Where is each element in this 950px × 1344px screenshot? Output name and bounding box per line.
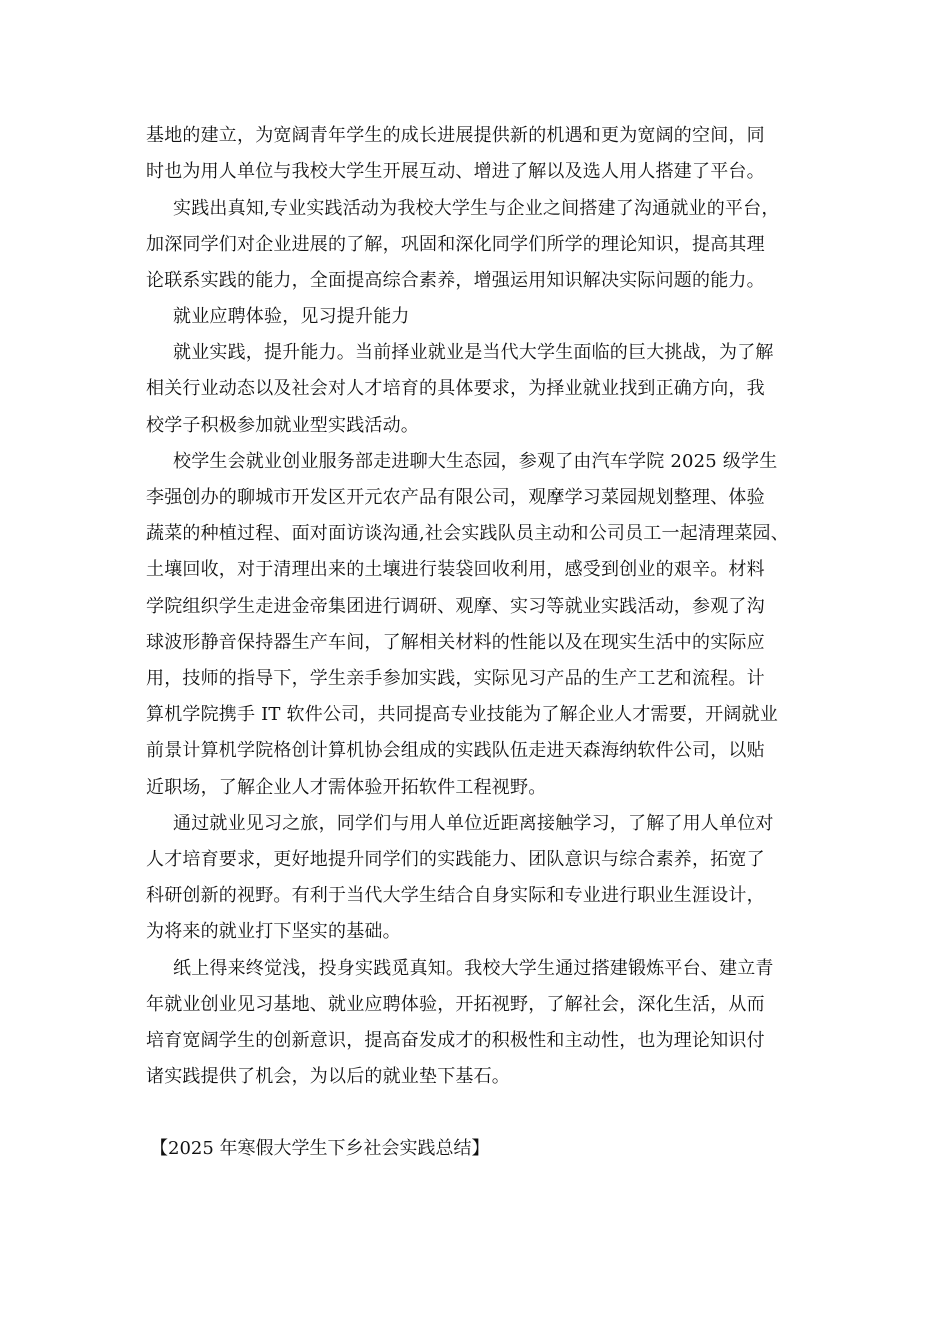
text-line: 校学生会就业创业服务部走进聊大生态园，参观了由汽车学院 2025 级学生 [173, 451, 778, 472]
text-line: 纸上得来终觉浅，投身实践觅真知。我校大学生通过搭建锻炼平台、建立青 [173, 958, 774, 979]
text-line: 土壤回收，对于清理出来的土壤进行装袋回收利用，感受到创业的艰辛。材料 [146, 559, 765, 580]
text-line: 培育宽阔学生的创新意识，提高奋发成才的积极性和主动性，也为理论知识付 [146, 1030, 765, 1051]
text-line: 就业实践，提升能力。当前择业就业是当代大学生面临的巨大挑战，为了解 [173, 342, 774, 363]
section-subheading: 就业应聘体验，见习提升能力 [173, 306, 410, 327]
text-line: 用，技师的指导下，学生亲手参加实践，实际见习产品的生产工艺和流程。计 [146, 668, 765, 689]
text-line: 诸实践提供了机会，为以后的就业垫下基石。 [146, 1066, 510, 1087]
text-line: 基地的建立，为宽阔青年学生的成长进展提供新的机遇和更为宽阔的空间，同 [146, 125, 765, 146]
text-line: 算机学院携手 IT 软件公司，共同提高专业技能为了解企业人才需要，开阔就业 [146, 704, 778, 725]
text-line: 加深同学们对企业进展的了解，巩固和深化同学们所学的理论知识，提高其理 [146, 234, 765, 255]
text-line: 为将来的就业打下坚实的基础。 [146, 921, 401, 942]
text-line: 人才培育要求，更好地提升同学们的实践能力、团队意识与综合素养，拓宽了 [146, 849, 765, 870]
text-line: 论联系实践的能力，全面提高综合素养，增强运用知识解决实际问题的能力。 [146, 270, 765, 291]
text-line: 球波形静音保持器生产车间，了解相关材料的性能以及在现实生活中的实际应 [146, 632, 765, 653]
text-line: 年就业创业见习基地、就业应聘体验，开拓视野，了解社会，深化生活，从而 [146, 994, 765, 1015]
text-line: 校学子积极参加就业型实践活动。 [146, 415, 419, 436]
text-line: 通过就业见习之旅，同学们与用人单位近距离接触学习，了解了用人单位对 [173, 813, 774, 834]
text-line: 科研创新的视野。有利于当代大学生结合自身实际和专业进行职业生涯设计， [146, 885, 765, 906]
text-line: 时也为用人单位与我校大学生开展互动、增进了解以及选人用人搭建了平台。 [146, 161, 765, 182]
text-line: 实践出真知,专业实践活动为我校大学生与企业之间搭建了沟通就业的平台， [173, 198, 780, 219]
text-line: 近职场，了解企业人才需体验开拓软件工程视野。 [146, 777, 547, 798]
text-line: 前景计算机学院格创计算机协会组成的实践队伍走进天森海纳软件公司，以贴 [146, 740, 765, 761]
text-line: 相关行业动态以及社会对人才培育的具体要求，为择业就业找到正确方向，我 [146, 378, 765, 399]
next-section-heading: 【2025 年寒假大学生下乡社会实践总结】 [150, 1138, 490, 1159]
text-line: 蔬菜的种植过程、面对面访谈沟通,社会实践队员主动和公司员工一起清理菜园、 [146, 523, 789, 544]
text-line: 学院组织学生走进金帝集团进行调研、观摩、实习等就业实践活动，参观了沟 [146, 596, 765, 617]
text-line: 李强创办的聊城市开发区开元农产品有限公司，观摩学习菜园规划整理、体验 [146, 487, 765, 508]
